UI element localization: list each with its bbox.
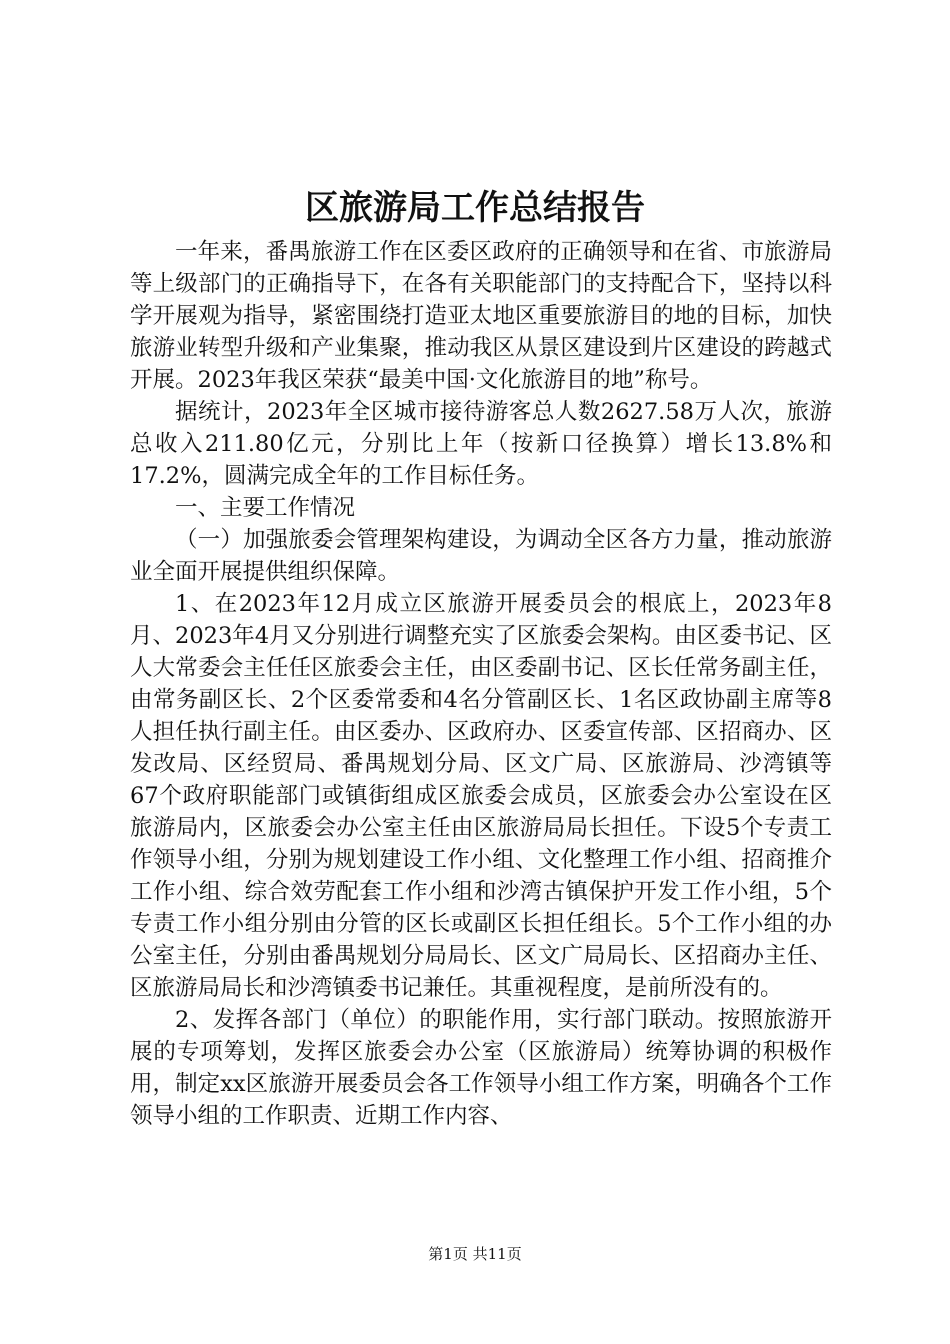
paragraph-item-1: 1、在2023年12月成立区旅游开展委员会的根底上，2023年8月、2023年4月又分别进行调整充实了区旅委会架构。由区委书记、区人大常委会主任任区旅委会主任，由区委副书记、区长任常务副主任，由常务副区长、2个区委常委和4名分管副区长、1名区政协副主席等8人担任执行副主任。由区委办、区政府办、区委宣传部、区招商办、区发改局、区经贸局、番禺规划分局、区文广局、区旅游局、沙湾镇等67个政府职能部门或镇街组成区旅委会成员，区旅委会办公室设在区旅游局内，区旅委会办公室主任由区旅游局局长担任。下设5个专责工作领导小组，分别为规划建设工作小组、文化整理工作小组、招商推介工作小组、综合效劳配套工作小组和沙湾古镇保护开发工作小组，5个专责工作小组分别由分管的区长或副区长担任组长。5个工作小组的办公室主任，分别由番禺规划分局局长、区文广局局长、区招商办主任、区旅游局局长和沙湾镇委书记兼任。其重视程度，是前所没有的。 [130,591,832,1001]
paragraph-item-2: 2、发挥各部门（单位）的职能作用，实行部门联动。按照旅游开展的专项筹划，发挥区旅委会办公室（区旅游局）统筹协调的积极作用，制定xx区旅游开展委员会各工作领导小组工作方案，明确各个工作领导小组的工作职责、近期工作内容、 [130,1007,832,1129]
document-body [130,236,832,1132]
section-heading: 一、主要工作情况 [175,495,356,521]
subsection-heading: （一）加强旅委会管理架构建设，为调动全区各方力量，推动旅游业全面开展提供组织保障。 [130,527,832,585]
paragraph-statistics: 据统计，2023年全区城市接待游客总人数2627.58万人次，旅游总收入211.80亿元，分别比上年（按新口径换算）增长13.8%和17.2%，圆满完成全年的工作目标任务。 [130,399,832,489]
paragraph-intro: 一年来，番禺旅游工作在区委区政府的正确领导和在省、市旅游局等上级部门的正确指导下，在各有关职能部门的支持配合下，坚持以科学开展观为指导，紧密围绕打造亚太地区重要旅游目的地的目标，加快旅游业转型升级和产业集聚，推动我区从景区建设到片区建设的跨越式开展。2023年我区荣获“最美中国·文化旅游目的地”称号。 [130,239,832,393]
document-title: 区旅游局工作总结报告 [305,188,645,228]
page-footer: 第1页 共11页 [428,1245,522,1263]
